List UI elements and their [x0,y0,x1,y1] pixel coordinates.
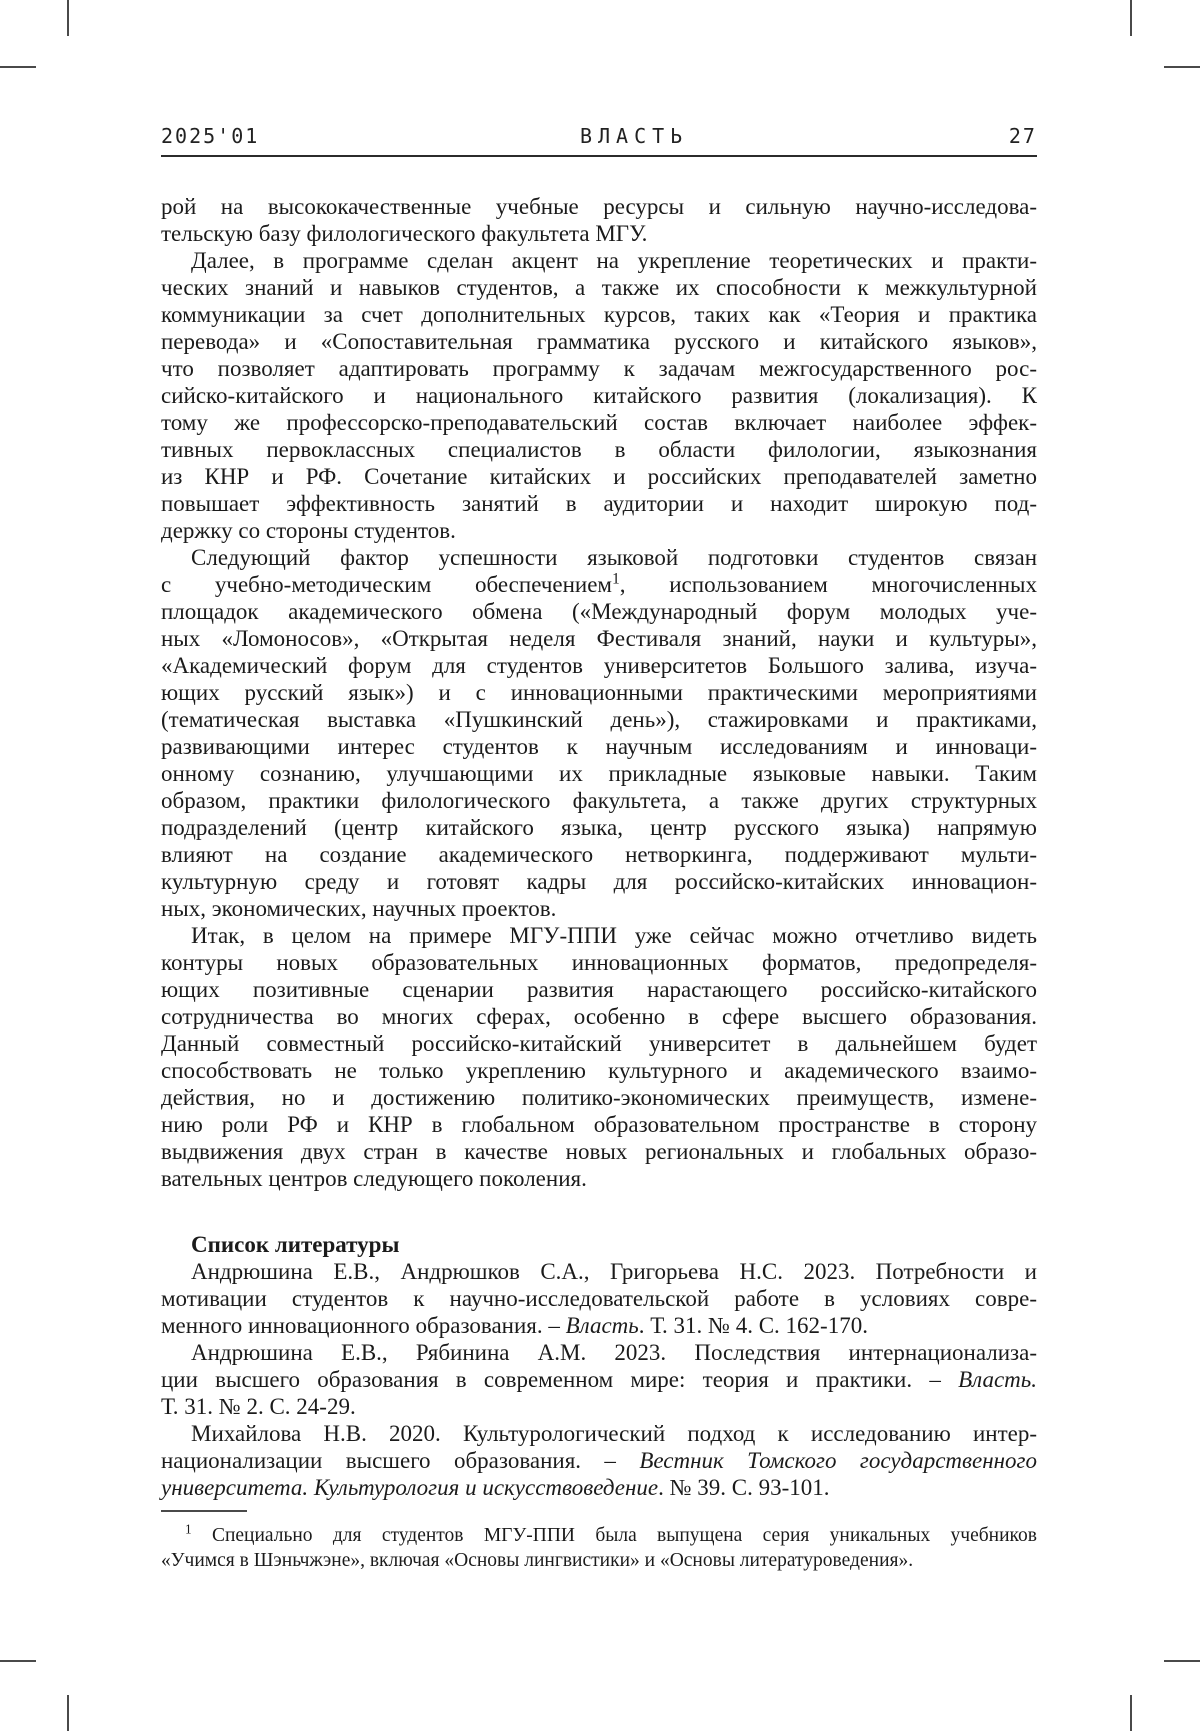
text-line [161,490,1037,517]
text-segment: рой на высококачественные учебные ресурсы и сильную научно-исследова- [161,194,1037,219]
text-segment: из КНР и РФ. Сочетание китайских и российских преподавателей заметно [161,464,1037,489]
text-line [161,706,1037,733]
crop-mark-bottom-right-v [1130,1695,1132,1731]
text-segment: . № 39. С. 93-101. [658,1475,830,1500]
text-line [161,1084,1037,1111]
text-line [161,976,1037,1003]
text-segment: Андрюшина Е.В., Андрюшков С.А., Григорьева Н.С. 2023. Потребности и [191,1259,1037,1284]
text-line [161,949,1037,976]
crop-mark-top-right-h [1164,66,1200,68]
text-segment: Следующий фактор успешности языковой подготовки студентов связан [191,545,1037,570]
crop-mark-top-left-h [0,66,36,68]
text-segment: национализации высшего образования. – [161,1448,640,1473]
text-segment: «Академический форум для студентов университетов Большого залива, изуча- [161,653,1037,678]
text-segment: сотрудничества во многих сферах, особенно в сфере высшего образования. [161,1004,1037,1029]
text-segment: (тематическая выставка «Пушкинский день»), стажировками и практиками, [161,707,1037,732]
text-line [161,193,1037,220]
type-area [161,124,1037,1573]
journal-title: ВЛАСТЬ [579,124,689,148]
text-segment: контуры новых образовательных инновационных форматов, предопределя- [161,950,1037,975]
text-line [161,1548,1037,1573]
crop-mark-bottom-right-h [1164,1660,1200,1662]
italic-text: университета. Культурология и искусствоведение [161,1475,659,1500]
references-heading: Список литературы [191,1232,400,1257]
italic-text: Вестник Томского государственного [639,1448,1037,1473]
text-segment: образом, практики филологического факультета, а также других структурных [161,788,1037,813]
text-segment: Специально для студентов МГУ-ППИ была выпущена серия уникальных учебников [191,1525,1037,1546]
text-line [161,841,1037,868]
text-line [161,409,1037,436]
text-line [161,625,1037,652]
text-line [161,1447,1037,1474]
crop-mark-top-right-v [1130,0,1132,36]
text-line [161,517,1037,544]
text-segment: ющих позитивные сценарии развития нарастающего российско-китайского [161,977,1037,1002]
text-segment: Данный совместный российско-китайский университет в дальнейшем будет [161,1031,1037,1056]
text-segment: выдвижения двух стран в качестве новых региональных и глобальных образо- [161,1139,1037,1164]
text-segment: тельскую базу филологического факультета МГУ. [161,221,648,246]
text-line [161,571,1037,598]
crop-mark-bottom-left-v [67,1695,69,1731]
text-segment: Михайлова Н.В. 2020. Культурологический подход к исследованию интер- [191,1421,1037,1446]
text-segment: повышает эффективность занятий в аудитории и находит широкую под- [161,491,1037,516]
text-segment: Андрюшина Е.В., Рябинина А.М. 2023. Последствия интернационализа- [191,1340,1037,1365]
text-line [161,463,1037,490]
text-line [161,1285,1037,1312]
text-segment: нию роли РФ и КНР в глобальном образовательном пространстве в сторону [161,1112,1037,1137]
text-segment: Далее, в программе сделан акцент на укрепление теоретических и практи- [191,248,1037,273]
text-line [161,274,1037,301]
text-segment: ческих знаний и навыков студентов, а также их способности к межкультурной [161,275,1037,300]
italic-text: Власть. [958,1367,1037,1392]
text-line [161,1393,1037,1420]
crop-mark-top-left-v [67,0,69,36]
text-line [161,652,1037,679]
text-segment: . Т. 31. № 4. С. 162-170. [638,1313,868,1338]
text-segment: Итак, в целом на примере МГУ-ППИ уже сейчас можно отчетливо видеть [191,923,1037,948]
text-segment: перевода» и «Сопоставительная грамматика русского и китайского языков», [161,329,1037,354]
text-line [161,1312,1037,1339]
text-segment: способствовать не только укреплению культурного и академического взаимо- [161,1058,1037,1083]
text-line [161,922,1037,949]
text-segment: ных «Ломоносов», «Открытая неделя Фестиваля знаний, науки и культуры», [161,626,1037,651]
references-list [161,1258,1037,1501]
text-segment: ющих русский язык») и с инновационными практическими мероприятиями [161,680,1037,705]
text-segment: коммуникации за счет дополнительных курсов, таких как «Теория и практика [161,302,1037,327]
text-segment: мотивации студентов к научно-исследовательской работе в условиях совре- [161,1286,1037,1311]
page-number: 27 [1008,124,1037,148]
text-line [161,220,1037,247]
text-line [161,1165,1037,1192]
text-segment: что позволяет адаптировать программу к задачам межгосударственного рос- [161,356,1037,381]
text-line [161,382,1037,409]
text-line [161,760,1037,787]
text-line [161,1057,1037,1084]
text-segment: тивных первоклассных специалистов в области филологии, языкознания [161,437,1037,462]
text-segment: онному сознанию, улучшающими их прикладные языковые навыки. Таким [161,761,1037,786]
text-segment: Т. 31. № 2. С. 24-29. [161,1394,356,1419]
running-header [161,124,1037,157]
text-segment: с учебно-методическим обеспечением [161,572,612,597]
text-line [161,1366,1037,1393]
text-line [161,1111,1037,1138]
text-line [161,895,1037,922]
footnote [161,1523,1037,1573]
text-line [161,544,1037,571]
text-segment: ных, экономических, научных проектов. [161,896,557,921]
text-segment: действия, но и достижению политико-экономических преимуществ, измене- [161,1085,1037,1110]
text-line [161,355,1037,382]
text-segment: сийско-китайского и национального китайского развития (локализация). К [161,383,1037,408]
text-segment: , использованием многочисленных [619,572,1037,597]
text-segment: «Учимся в Шэньчжэне», включая «Основы лингвистики» и «Основы литературоведения». [161,1550,914,1571]
text-line [161,1030,1037,1057]
text-line [161,1003,1037,1030]
text-segment: держку со стороны студентов. [161,518,456,543]
text-line [161,247,1037,274]
text-segment: культурную среду и готовят кадры для российско-китайских инновацион- [161,869,1037,894]
footnote-separator [161,1510,247,1512]
text-segment: вательных центров следующего поколения. [161,1166,587,1191]
text-line [161,1474,1037,1501]
text-line [161,1523,1037,1548]
text-line [161,1420,1037,1447]
text-line [161,679,1037,706]
text-line [161,1138,1037,1165]
article-body [161,193,1037,1192]
text-segment: ции высшего образования в современном мире: теория и практики. – [161,1367,959,1392]
text-line [161,598,1037,625]
text-line [161,1339,1037,1366]
footnote-marker: 1 [185,1521,192,1537]
text-line [161,868,1037,895]
text-line [161,1258,1037,1285]
crop-mark-bottom-left-h [0,1660,36,1662]
text-line [161,436,1037,463]
text-line [161,301,1037,328]
text-line [161,733,1037,760]
issue-label: 2025'01 [161,124,260,148]
text-segment: тому же профессорско-преподавательский состав включает наиболее эффек- [161,410,1037,435]
italic-text: Власть [565,1313,639,1338]
text-segment: площадок академического обмена («Международный форум молодых уче- [161,599,1037,624]
text-segment: влияют на создание академического нетворкинга, поддерживают мульти- [161,842,1037,867]
text-segment: развивающими интерес студентов к научным исследованиям и инноваци- [161,734,1037,759]
text-line [161,787,1037,814]
text-segment: подразделений (центр китайского языка, центр русского языка) напрямую [161,815,1037,840]
text-line [161,814,1037,841]
text-segment: менного инновационного образования. – [161,1313,566,1338]
footnote-marker: 1 [611,570,620,588]
text-line [161,328,1037,355]
